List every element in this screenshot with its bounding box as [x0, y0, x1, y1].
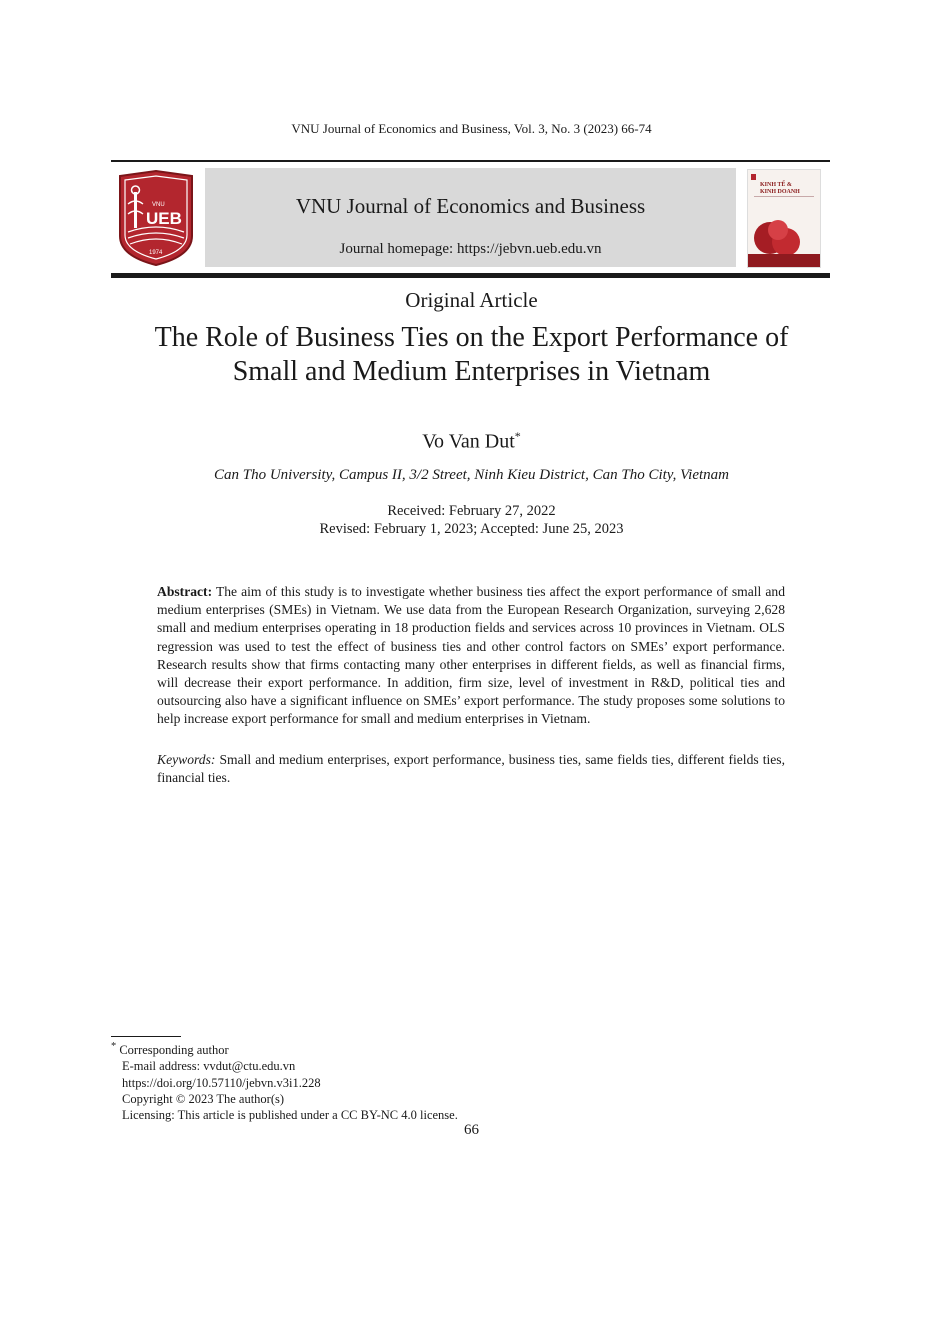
abstract-text: The aim of this study is to investigate whether business ties affect the export performance of small and medium enterprises (SMEs) in Vietnam. We use data from the European Research Organization, surveying 2,628 small and medium enterprises operating in 18 production fields and services across 10 provinces in Vietnam. OLS regression was used to test the effect of business ties and other control factors on SMEs’ export performance. Research results show that firms contacting many other enterprises in different fields, as well as financial firms, will decrease their export performance. In addition, firm size, level of investment in R&D, political ties and outsourcing also have a significant influence on SMEs’ export performance. The study proposes some solutions to help increase export performance for small and medium enterprises in Vietnam.	[157, 584, 786, 727]
header-rule-top	[111, 160, 830, 162]
doi-link[interactable]: https://doi.org/10.57110/jebvn.v3i1.228	[122, 1075, 321, 1090]
logo-name: UEB	[146, 209, 182, 228]
received-date: Received: February 27, 2022	[387, 503, 556, 519]
author-name: Vo Van Dut	[422, 430, 515, 453]
article-dates	[0, 502, 943, 538]
logo-prefix: VNU	[152, 202, 165, 208]
keywords-text: Small and medium enterprises, export performance, business ties, same fields ties, different fields ties, financial ties.	[157, 752, 785, 786]
ueb-logo	[116, 170, 196, 266]
keywords-label: Keywords:	[157, 752, 216, 767]
email-address: E-mail address: vvdut@ctu.edu.vn	[122, 1059, 296, 1074]
footnote-rule	[111, 1036, 181, 1037]
abstract	[157, 583, 785, 729]
article-title-line2: Small and Medium Enterprises in Vietnam	[232, 356, 711, 387]
author-mark: *	[514, 429, 521, 443]
author	[0, 429, 943, 454]
footnotes	[111, 1039, 458, 1124]
corresponding-author: Corresponding author	[119, 1043, 229, 1058]
journal-title: VNU Journal of Economics and Business	[295, 194, 646, 218]
running-head: VNU Journal of Economics and Business, Vol. 3, No. 3 (2023) 66-74	[291, 121, 652, 136]
logo-year: 1974	[149, 250, 163, 256]
abstract-label: Abstract:	[157, 584, 213, 599]
header-rule-bottom	[111, 273, 830, 278]
footnote-mark: *	[111, 1041, 117, 1052]
copyright: Copyright © 2023 The author(s)	[122, 1092, 285, 1107]
cover-title: KINH TẾ & KINH DOANH	[760, 182, 800, 195]
revised-accepted-date: Revised: February 1, 2023; Accepted: June 25, 2023	[319, 521, 624, 537]
license: Licensing: This article is published under a CC BY-NC 4.0 license.	[122, 1108, 458, 1123]
page-number: 66	[464, 1122, 479, 1138]
article-type: Original Article	[405, 288, 538, 312]
keywords	[157, 751, 785, 787]
article-title-line1: The Role of Business Ties on the Export Performance of	[154, 322, 789, 353]
affiliation: Can Tho University, Campus II, 3/2 Street, Ninh Kieu District, Can Tho City, Vietnam	[214, 467, 729, 483]
journal-homepage: Journal homepage: https://jebvn.ueb.edu.vn	[339, 241, 602, 257]
journal-cover-thumbnail	[747, 169, 821, 268]
article-title	[111, 321, 832, 389]
